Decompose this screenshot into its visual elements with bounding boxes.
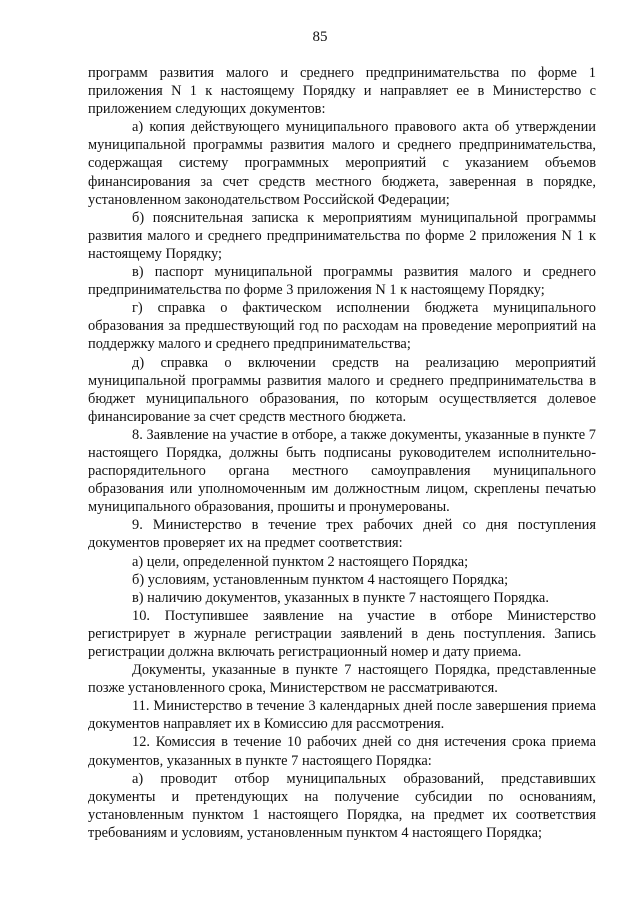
paragraph: б) пояснительная записка к мероприятиям муниципальной программы развития малого и среднего предпринимательства по форме 2 приложения N 1 к настоящему Порядку;	[88, 209, 596, 262]
paragraph: программ развития малого и среднего предпринимательства по форме 1 приложения N 1 к настоящему Порядку и направляет ее в Министерство с приложением следующих документов:	[88, 65, 596, 118]
paragraph: г) справка о фактическом исполнении бюджета муниципального образования за предшествующий год по расходам на проведение мероприятий на поддержку малого и среднего предпринимательства;	[88, 300, 596, 353]
paragraph: в) наличию документов, указанных в пункте 7 настоящего Порядка.	[132, 589, 549, 606]
paragraph: 12. Комиссия в течение 10 рабочих дней со дня истечения срока приема документов, указанных в пункте 7 настоящего Порядка:	[88, 734, 596, 769]
paragraph: а) копия действующего муниципального правового акта об утверждении муниципальной программы развития малого и среднего предпринимательства, содержащая систему программных мероприятий с указанием объемов финансирования за счет средств местного бюджета, заверенная в порядке, установленном законодательством Российской Федерации;	[88, 119, 596, 208]
paragraph: Документы, указанные в пункте 7 настоящего Порядка, представленные позже установленного срока, Министерством не рассматриваются.	[88, 662, 596, 697]
document-body	[88, 64, 596, 842]
paragraph: а) проводит отбор муниципальных образований, представивших документы и претендующих на получение субсидии по основаниям, установленным пунктом 1 настоящего Порядка, на предмет их соответствия требованиям и условиям, установленным пунктом 4 настоящего Порядка;	[88, 770, 596, 841]
page-number: 85	[312, 29, 328, 45]
paragraph: в) паспорт муниципальной программы развития малого и среднего предпринимательства по форме 3 приложения N 1 к настоящему Порядку;	[88, 264, 596, 299]
paragraph: б) условиям, установленным пунктом 4 настоящего Порядка;	[132, 571, 509, 588]
paragraph: 11. Министерство в течение 3 календарных дней после завершения приема документов направляет их в Комиссию для рассмотрения.	[88, 698, 596, 733]
paragraph: 9. Министерство в течение трех рабочих дней со дня поступления документов проверяет их на предмет соответствия:	[88, 517, 596, 552]
paragraph: д) справка о включении средств на реализацию мероприятий муниципальной программы развития малого и среднего предпринимательства в бюджет муниципального образования, по которым осуществляется долевое финансирование за счет средств местного бюджета.	[88, 354, 596, 425]
paragraph: 10. Поступившее заявление на участие в отборе Министерство регистрирует в журнале регистрации заявлений в день поступления. Запись регистрации должна включать регистрационный номер и дату приема.	[88, 607, 596, 660]
paragraph: 8. Заявление на участие в отборе, а также документы, указанные в пункте 7 настоящего Порядка, должны быть подписаны руководителем исполнительно-распорядительного органа местного самоуправления муниципального образования или уполномоченным им должностным лицом, скреплены печатью муниципального образования, прошиты и пронумерованы.	[88, 426, 596, 516]
paragraph: а) цели, определенной пунктом 2 настоящего Порядка;	[132, 553, 469, 570]
